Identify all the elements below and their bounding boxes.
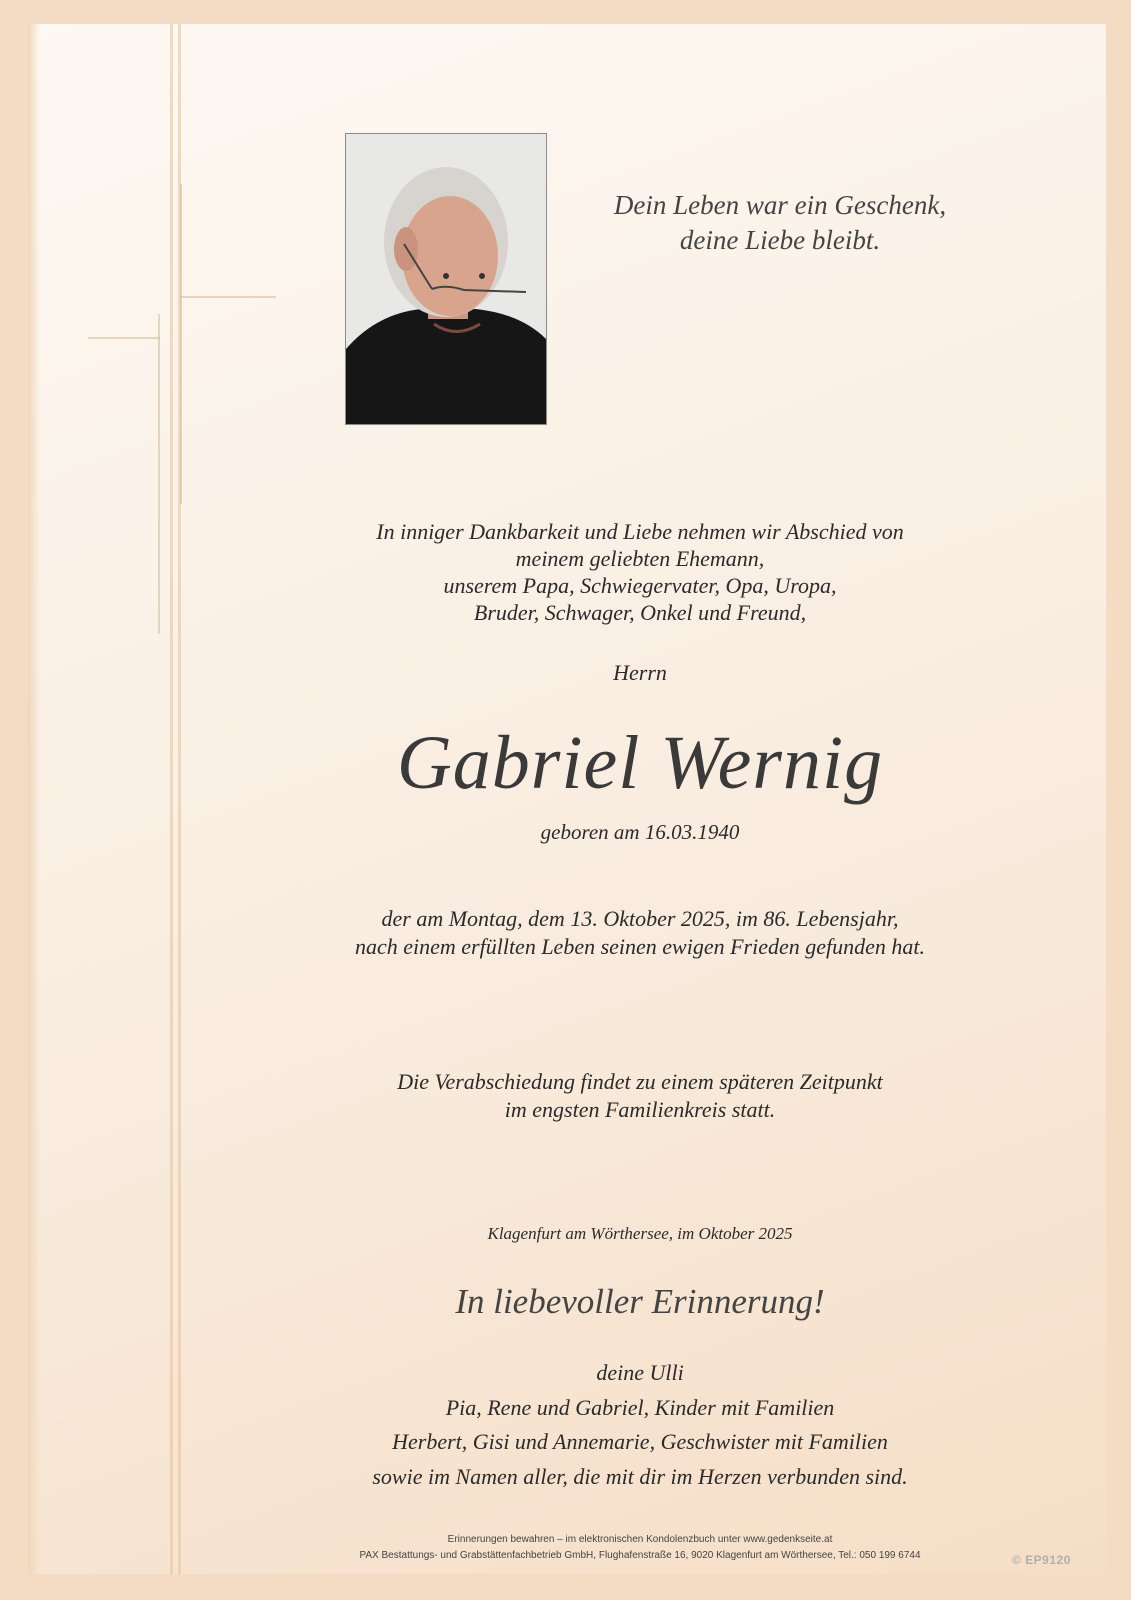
mourner-line: deine Ulli	[596, 1360, 684, 1385]
mourner-line: sowie im Namen aller, die mit dir im Herzen verbunden sind.	[372, 1463, 908, 1489]
mourner-line: Pia, Rene und Gabriel, Kinder mit Familien	[445, 1394, 835, 1420]
footer-company: PAX Bestattungs- und Grabstättenfachbetrieb GmbH, Flughafenstraße 16, 9020 Klagenfurt am Wörthersee, Tel.: 050 199 6744	[359, 1550, 921, 1561]
intro-line: Bruder, Schwager, Onkel und Freund,	[473, 600, 807, 625]
deceased-name: Gabriel Wernig	[396, 721, 884, 805]
motto-line: deine Liebe bleibt.	[679, 225, 881, 255]
death-line: nach einem erfüllten Leben seinen ewigen Frieden gefunden hat.	[354, 934, 925, 959]
intro-line: In inniger Dankbarkeit und Liebe nehmen wir Abschied von	[376, 519, 904, 544]
place-date: Klagenfurt am Wörthersee, im Oktober 2025	[487, 1224, 793, 1243]
farewell-line: Die Verabschiedung findet zu einem späteren Zeitpunkt	[397, 1069, 883, 1094]
footer-condolence: Erinnerungen bewahren – im elektronischen Kondolenzbuch unter www.gedenkseite.at	[447, 1534, 833, 1545]
template-code: © EP9120	[1012, 1553, 1071, 1567]
mourners-list	[240, 1356, 1040, 1494]
farewell-notice	[300, 1068, 980, 1124]
death-notice	[260, 905, 1020, 961]
intro-text	[300, 518, 980, 626]
mourner-line: Herbert, Gisi und Annemarie, Geschwister mit Familien	[392, 1429, 888, 1454]
motto	[560, 188, 1000, 258]
remembrance-heading: In liebevoller Erinnerung!	[455, 1282, 825, 1321]
intro-line: meinem geliebten Ehemann,	[515, 546, 765, 571]
death-line: der am Montag, dem 13. Oktober 2025, im 86. Lebensjahr,	[381, 906, 899, 931]
motto-line: Dein Leben war ein Geschenk,	[613, 190, 947, 220]
intro-line: unserem Papa, Schwiegervater, Opa, Uropa,	[443, 573, 837, 598]
portrait-photo	[345, 133, 547, 425]
decorative-line	[170, 24, 173, 1574]
birth-date: geboren am 16.03.1940	[540, 820, 740, 844]
farewell-line: im engsten Familienkreis statt.	[504, 1097, 776, 1122]
salutation: Herrn	[613, 660, 667, 685]
obituary-card	[28, 24, 1106, 1574]
